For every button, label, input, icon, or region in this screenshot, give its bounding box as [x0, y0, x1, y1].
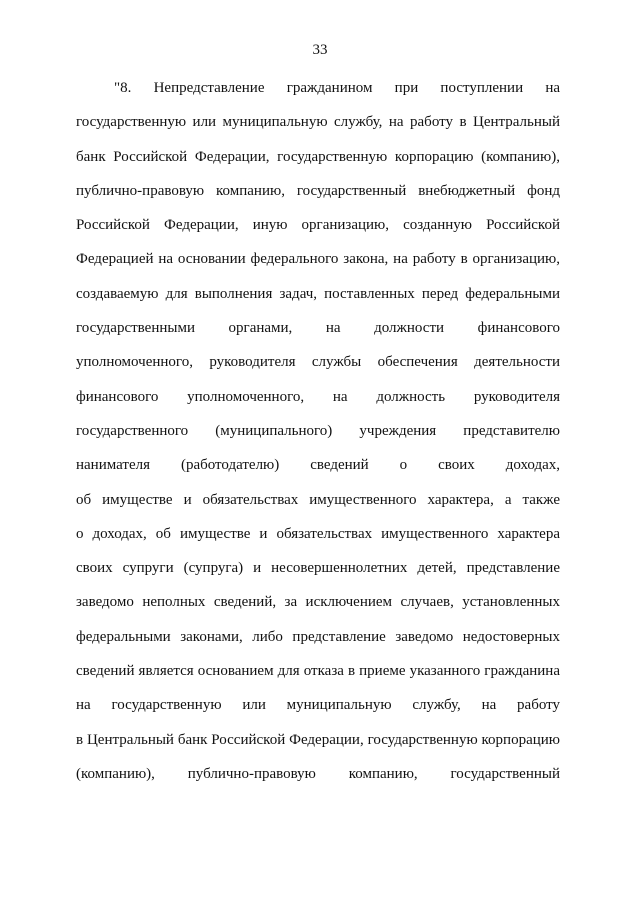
text-line: о доходах, об имуществе и обязательствах имущественного характера — [76, 525, 560, 542]
text-line: на государственную или муниципальную службу, на работу — [76, 697, 560, 714]
text-line: государственного (муниципального) учреждения представителю — [76, 422, 560, 439]
text-line: банк Российской Федерации, государственную корпорацию (компанию), — [76, 148, 560, 165]
text-line: федеральными законами, либо представление заведомо недостоверных — [76, 628, 560, 645]
text-line: в Центральный банк Российской Федерации, государственную корпорацию — [76, 731, 560, 748]
paragraph-8 — [76, 76, 560, 796]
text-line: Федерацией на основании федерального закона, на работу в организацию, — [76, 251, 560, 268]
text-line: публично-правовую компанию, государственный внебюджетный фонд — [76, 182, 560, 199]
text-line: уполномоченного, руководителя службы обеспечения деятельности — [76, 354, 560, 371]
text-line: (компанию), публично-правовую компанию, государственный — [76, 765, 560, 782]
text-line: сведений является основанием для отказа в приеме указанного гражданина — [76, 663, 560, 680]
text-line: Российской Федерации, иную организацию, созданную Российской — [76, 217, 560, 234]
page-number: 33 — [312, 42, 328, 58]
text-line: "8. Непредставление гражданином при поступлении на — [114, 80, 560, 96]
text-line: государственную или муниципальную службу, на работу в Центральный — [76, 114, 560, 131]
text-line: финансового уполномоченного, на должность руководителя — [76, 388, 560, 405]
text-line: государственными органами, на должности финансового — [76, 320, 560, 337]
text-line: своих супруги (супруга) и несовершеннолетних детей, представление — [76, 560, 560, 577]
text-line: заведомо неполных сведений, за исключением случаев, установленных — [76, 594, 560, 611]
text-line: создаваемую для выполнения задач, поставленных перед федеральными — [76, 285, 560, 302]
text-line: об имуществе и обязательствах имущественного характера, а также — [76, 491, 560, 508]
text-line: нанимателя (работодателю) сведений о своих доходах, — [76, 457, 560, 474]
